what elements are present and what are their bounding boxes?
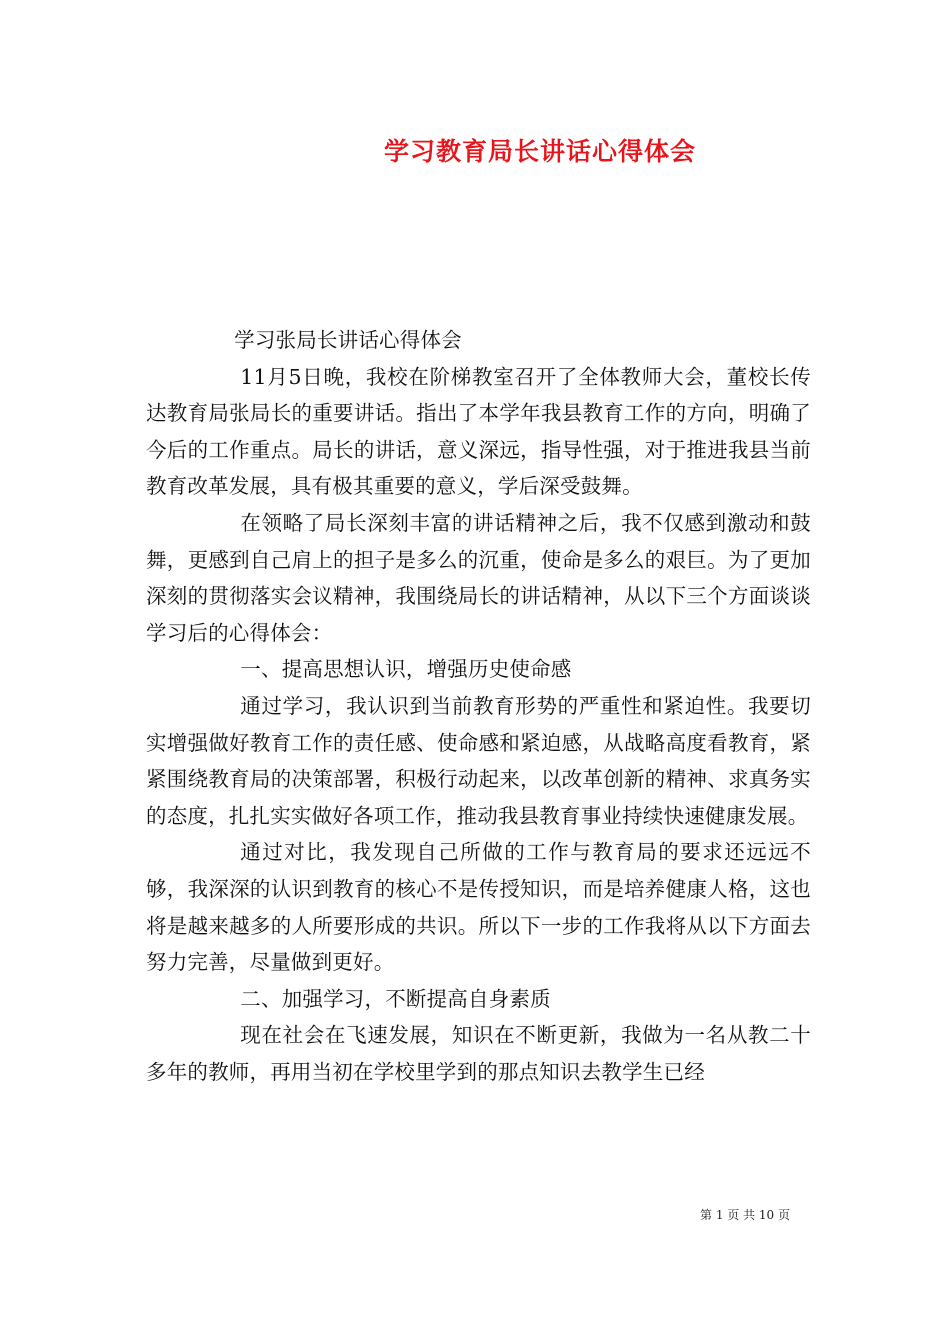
paragraph-5: 现在社会在飞速发展，知识在不断更新，我做为一名从教二十多年的教师，再用当初在学校里学到的那点知识去教学生已经 [146, 1023, 811, 1084]
section-heading-2: 二、加强学习，不断提高自身素质 [240, 986, 551, 1011]
document-title: 学习教育局长讲话心得体会 [383, 137, 696, 166]
paragraph-3: 通过学习，我认识到当前教育形势的严重性和紧迫性。我要切实增强做好教育工作的责任感、使命感和紧迫感，从战略高度看教育，紧紧围绕教育局的决策部署，积极行动起来，以改革创新的精神、求真务实的态度，扎扎实实做好各项工作，推动我县教育事业持续快速健康发展。 [146, 693, 811, 828]
section-heading-1: 一、提高思想认识，增强历史使命感 [240, 657, 572, 682]
paragraph-2: 在领略了局长深刻丰富的讲话精神之后，我不仅感到激动和鼓舞，更感到自己肩上的担子是多么的沉重，使命是多么的艰巨。为了更加深刻的贯彻落实会议精神，我围绕局长的讲话精神，从以下三个方面谈谈学习后的心得体会： [146, 510, 811, 645]
page-number: 第 1 页 共 10 页 [700, 1208, 790, 1222]
document-body [146, 322, 811, 1090]
document-subtitle: 学习张局长讲话心得体会 [234, 328, 462, 352]
paragraph-1: 11月5日晚，我校在阶梯教室召开了全体教师大会，董校长传达教育局张局长的重要讲话。指出了本学年我县教育工作的方向，明确了今后的工作重点。局长的讲话，意义深远，指导性强，对于推进我县当前教育改革发展，具有极其重要的意义，学后深受鼓舞。 [146, 364, 811, 499]
paragraph-4: 通过对比，我发现自己所做的工作与教育局的要求还远远不够，我深深的认识到教育的核心不是传授知识，而是培养健康人格，这也将是越来越多的人所要形成的共识。所以下一步的工作我将从以下方面去努力完善，尽量做到更好。 [146, 840, 811, 975]
